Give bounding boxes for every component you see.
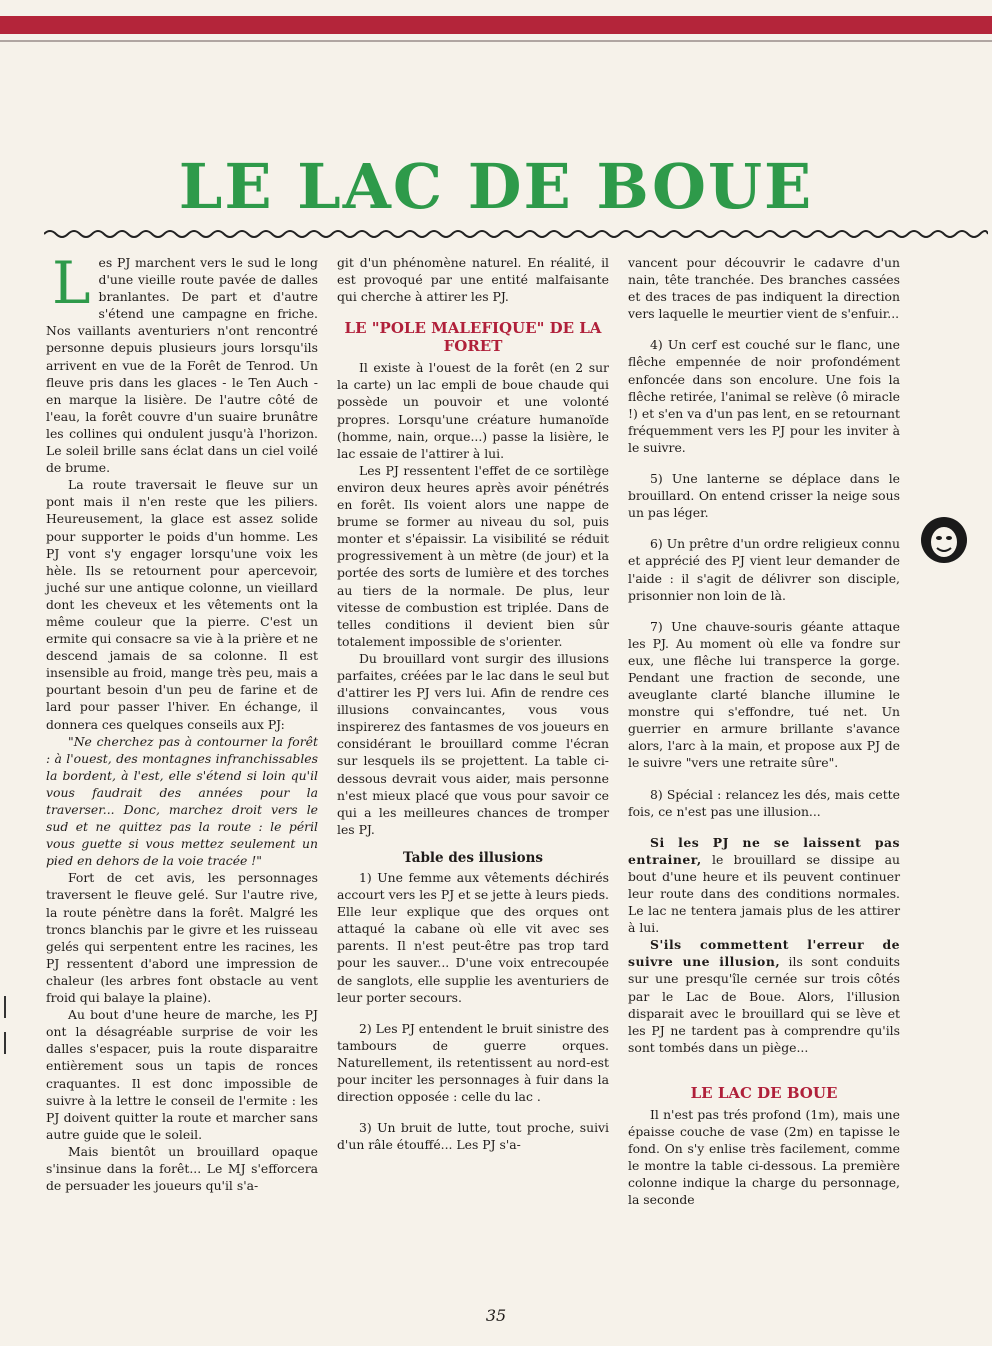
illusions-table-heading: Table des illusions	[402, 849, 544, 866]
paragraph-text: ils sont conduits sur une presqu'île cernée sur trois côtés par le Lac de Boue. Alors, l'illusion disparait avec le brouillard qui se lève et les PJ ne tardent pas à comprendre qu'ils sont tombés dans un piège...	[628, 954, 900, 1055]
illusion-item: 1) Une femme aux vêtements déchirés accourt vers les PJ et se jette à leurs pieds. Elle leur explique que des orques ont attaqué la cabane où elle vit avec ses parents. Il n'est peut-être pas trop tard pour les sauver... D'une voix entrecoupée de sanglots, elle supplie les aventuriers de leur porter secours.	[337, 870, 609, 1005]
illusion-item: 6) Un prêtre d'un ordre religieux connu et apprécié des PJ vient leur demander de l'aide : il s'agit de délivrer son disciple, prisonnier non loin de là.	[628, 536, 900, 603]
paragraph: Il n'est pas trés profond (1m), mais une épaisse couche de vase (2m) en tapisse le fond. On s'y enlise très facilement, comme le montre la table ci-dessous. La première colonne indique la charge du personnage, la seconde	[628, 1106, 900, 1208]
top-red-bar	[0, 16, 992, 34]
paragraph: Fort de cet avis, les personnages traversent le fleuve gelé. Sur l'autre rive, la route pénètre dans la forêt. Malgré les troncs blanchis par le givre et les ruisseau gelés qui serpentent entre les racines, les PJ ressentent d'abord une impression de chaleur (les arbres font obstacle au vent froid qui balaye la plaine).	[46, 870, 318, 1006]
section-heading-pole: LE "POLE MALEFIQUE" DE LA FORET	[344, 319, 602, 356]
margin-mark	[4, 996, 6, 1018]
paragraph: Les PJ ressentent l'effet de ce sortilège environ deux heures après avoir pénétrés en forêt. Ils voient alors une nappe de brume se former au niveau du sol, puis monter et s'épaissir. La visibilité se réduit progressivement à un mètre (de jour) et la portée des sorts de lumière et des torches au tiers de la normale. De plus, leur vitesse de combustion est triplée. Dans de telles conditions il devient bien sûr totalement impossible de s'orienter.	[337, 462, 609, 649]
theater-mask-icon	[920, 516, 968, 564]
paragraph: git d'un phénomène naturel. En réalité, il est provoqué par une entité malfaisante qui cherche à attirer les PJ.	[337, 255, 609, 305]
paragraph-text: le brouillard se dissipe au bout d'une heure et ils peuvent continuer leur route dans des conditions normales. Le lac ne tentera jamais plus de les attirer à lui.	[628, 851, 900, 936]
paragraph: La route traversait le fleuve sur un pont mais il n'en reste que les piliers. Heureusement, la glace est assez solide pour supporter le poids d'un homme. Les PJ vont s'y engager lorsqu'une voix les hèle. Ils se retournent pour apercevoir, juché sur une antique colonne, un vieillard dont les cheveux et les vêtements ont la même couleur que la pierre. C'est un ermite qui consacre sa vie à la prière et ne descend jamais de sa colonne. Il est insensible au froid, mange très peu, mais a pourtant besoin d'un peu de farine et de lard pour passer l'hiver. En échange, il donnera ces quelques conseils aux PJ:	[46, 477, 318, 732]
hermit-quote: "Ne cherchez pas à contourner la forêt : à l'ouest, des montagnes infranchissables la bordent, à l'est, elle s'étend si loin qu'il vous faudrait des années pour la traverser... Donc, marchez droit vers le sud et ne quittez pas la route : le péril vous guette si vous mettez seulement un pied en dehors de la voie tracée !"	[46, 733, 318, 869]
illusion-item: 7) Une chauve-souris géante attaque les PJ. Au moment où elle va fondre sur eux, une flêche lui transperce la gorge. Pendant une fraction de seconde, une aveuglante clarté blanche illumine le monstre qui s'effondre, tué net. Un guerrier en armure brillante s'avance alors, l'arc à la main, et propose aux PJ de le suivre "vers une retraite sûre".	[628, 618, 900, 771]
paragraph: Il existe à l'ouest de la forêt (en 2 sur la carte) un lac empli de boue chaude qui possède un pouvoir et une volonté propres. Lorsqu'une créature humanoïde (homme, nain, orque...) passe la lisière, le lac essaie de l'attirer à lui.	[337, 360, 609, 461]
top-rule	[0, 40, 992, 42]
paragraph: Mais bientôt un brouillard opaque s'insinue dans la forêt... Le MJ s'efforcera de persuader les joueurs qu'il s'a-	[46, 1143, 318, 1194]
intro-text: es PJ marchent vers le sud le long d'une vieille route pavée de dalles branlantes. De part et d'autre s'étend une campagne en friche. Nos vaillants aventuriers n'ont rencontré personne depuis plusieurs jours lorsqu'ils arrivent en vue de la Forêt de Tenrod. Un fleuve pris dans les glaces - le Ten Auch - en marque la lisière. De l'autre côté de l'eau, la forêt couvre d'un suaire brunâtre les collines qui ondulent jusqu'à l'horizon. Le soleil brille sans éclat dans un ciel voilé de brume.	[46, 255, 318, 476]
bold-lead: Si les PJ ne se laissent pas entrainer,	[628, 834, 900, 867]
column-2	[337, 254, 609, 1153]
paragraph: Au bout d'une heure de marche, les PJ ont la désagréable surprise de voir les dalles s'espacer, puis la route disparaitre entièrement sous un tapis de ronces craquantes. Il est donc impossible de suivre à la lettre le conseil de l'ermite : les PJ doivent quitter la route et marcher sans autre guide que le soleil.	[46, 1007, 318, 1142]
paragraph: Du brouillard vont surgir des illusions parfaites, créées par le lac dans le seul but d'attirer les PJ vers lui. Afin de rendre ces illusions convaincantes, vous vous inspirerez des fantasmes de vos joueurs en considérant le brouillard comme l'écran sur lesquels ils se projettent. La table ci-dessous devrait vous aider, mais personne n'est mieux placé que vous pour savoir ce qui a les meilleures chances de tromper les PJ.	[337, 650, 609, 837]
margin-mark	[4, 1032, 6, 1054]
paragraph	[628, 936, 900, 1056]
paragraph: vancent pour découvrir le cadavre d'un nain, tête tranchée. Des branches cassées et des traces de pas indiquent la direction vers laquelle le meurtier vient de s'enfuir...	[628, 255, 900, 322]
column-1	[46, 249, 318, 1194]
paragraph	[628, 834, 900, 937]
illusion-item: 8) Spécial : relancez les dés, mais cette fois, ce n'est pas une illusion...	[628, 786, 900, 819]
wavy-divider	[44, 226, 988, 242]
page-title: LE LAC DE BOUE	[178, 150, 814, 223]
illusion-item: 4) Un cerf est couché sur le flanc, une flêche empennée de noir profondément enfoncée dans son encolure. Une fois la flêche retirée, l'animal se relève (ô miracle !) et s'en va d'un pas lent, en se retournant fréquemment vers les PJ pour les inviter à le suivre.	[628, 337, 900, 455]
drop-cap: L	[52, 249, 91, 317]
section-heading-lac: LE LAC DE BOUE	[690, 1083, 838, 1102]
page-number: 35	[485, 1306, 507, 1325]
bold-lead: S'ils commettent l'erreur de suivre une illusion,	[628, 937, 900, 970]
intro-paragraph	[46, 249, 318, 476]
illusion-item: 3) Un bruit de lutte, tout proche, suivi d'un râle étouffé... Les PJ s'a-	[337, 1120, 609, 1153]
illusion-item: 5) Une lanterne se déplace dans le brouillard. On entend crisser la neige sous un pas léger.	[628, 471, 900, 521]
column-3	[628, 254, 900, 1209]
illusion-item: 2) Les PJ entendent le bruit sinistre des tambours de guerre orques. Naturellement, ils retentissent au nord-est pour inciter les personnages à fuir dans la direction opposée : celle du lac .	[337, 1020, 609, 1105]
